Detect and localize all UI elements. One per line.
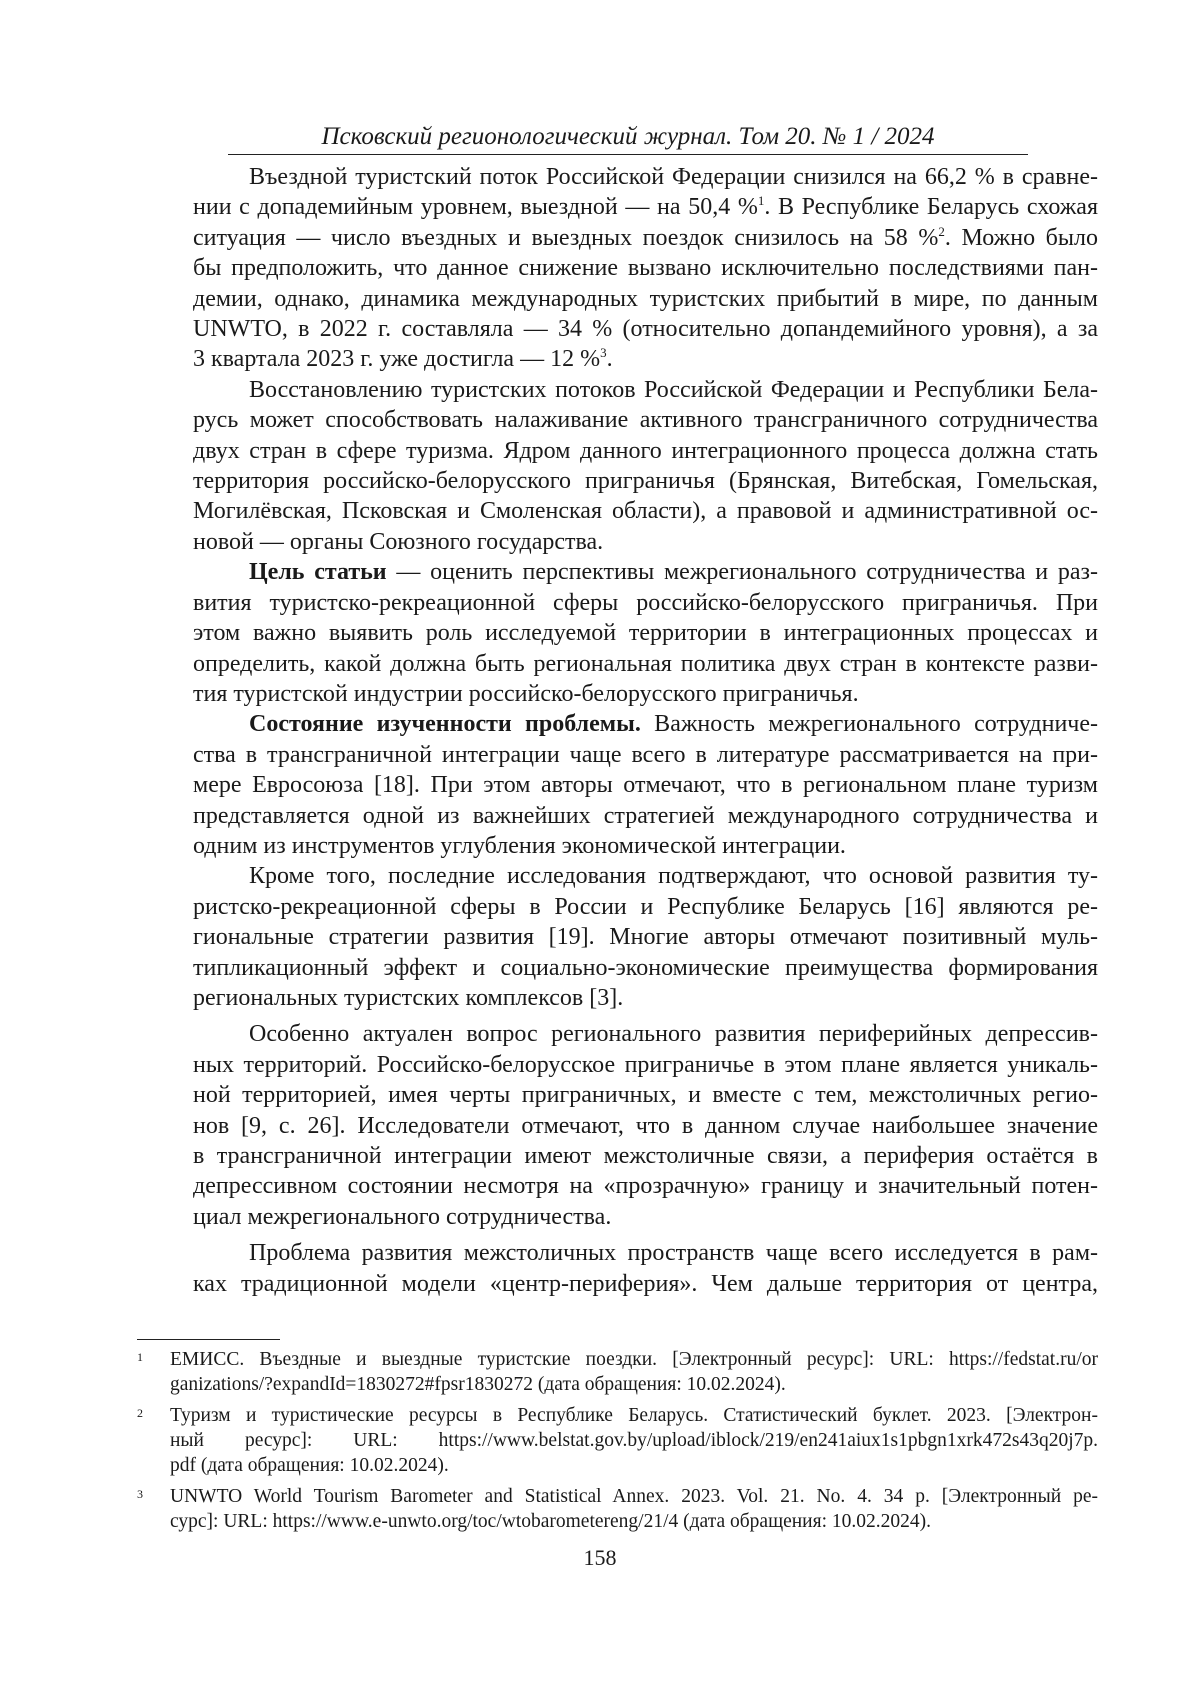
paragraph-3	[137, 557, 1098, 709]
paragraph-5	[137, 861, 1098, 1013]
running-header: Псковский регионологический журнал. Том 20. № 1 / 2024	[321, 123, 935, 150]
text-line: ках традиционной модели «центр-периферия». Чем дальше территория от центра,	[193, 1270, 1098, 1297]
text-line: определить, какой должна быть региональная политика двух стран в контексте разви-	[193, 650, 1098, 677]
text-line: ства в трансграничной интеграции чаще всего в литературе рассматривается на при-	[193, 741, 1098, 768]
text-line: Въездной туристский поток Российской Федерации снизился на 66,2 % в сравне-	[249, 164, 1098, 190]
text-line: новой — органы Союзного государства.	[193, 528, 604, 555]
text-line: русь может способствовать налаживание активного трансграничного сотрудничества	[193, 407, 1098, 434]
text-line: в трансграничной интеграции имеют межстоличные связи, а периферия остаётся в	[193, 1143, 1098, 1169]
footnote-line: ный ресурс]: URL: https://www.belstat.gov.by/upload/iblock/219/en241aiux1s1pbgn1xrk472s43q20j7p.	[170, 1430, 1098, 1451]
text-line: гиональные стратегии развития [19]. Многие авторы отмечают позитивный муль-	[193, 924, 1098, 951]
text-line: Особенно актуален вопрос регионального развития периферийных депрессив-	[249, 1021, 1098, 1048]
text-line: представляется одной из важнейших стратегией международного сотрудничества и	[193, 802, 1098, 829]
section-heading-goal: Цель статьи	[249, 559, 387, 586]
text-line: демии, однако, динамика международных туристских прибытий в мире, по данным	[193, 285, 1098, 312]
footnote-line: Туризм и туристические ресурсы в Республике Беларусь. Статистический буклет. 2023. [Электрон-	[170, 1405, 1098, 1426]
text-line: бы предположить, что данное снижение вызвано исключительно последствиями пан-	[193, 255, 1098, 282]
footnote-number: 1	[137, 1350, 143, 1364]
text-line: депрессивном состоянии несмотря на «прозрачную» границу и значительный потен-	[193, 1173, 1098, 1200]
text-line: одним из инструментов углубления экономической интеграции.	[193, 832, 846, 859]
text-line: территория российско-белорусского приграничья (Брянская, Витебская, Гомельская,	[193, 468, 1098, 495]
text-line: Восстановлению туристских потоков Российской Федерации и Республики Бела-	[249, 376, 1098, 403]
footnotes	[137, 1347, 1098, 1540]
text-line: нии с допадемийным уровнем, выездной — на 50,4 %$^1$. В Республике Беларусь схожая	[193, 193, 1099, 221]
footnote-line: ЕМИСС. Въездные и выездные туристские поездки. [Электронный ресурс]: URL: https://fedstat.ru/or	[170, 1349, 1098, 1370]
text-line: ситуация — число въездных и выездных поездок снизилось на 58 %$^2$. Можно было	[193, 223, 1098, 251]
text-line: региональных туристских комплексов [3].	[193, 984, 624, 1011]
text-line: UNWTO, в 2022 г. составляла — 34 % (относительно допандемийного уровня), а за	[193, 316, 1098, 343]
text-line: ной территорией, имея черты приграничных, и вместе с тем, межстоличных регио-	[193, 1082, 1098, 1109]
footnote-number: 3	[137, 1487, 143, 1501]
paragraph-2	[137, 375, 1098, 557]
text-line: Могилёвская, Псковская и Смоленская области), а правовой и административной ос-	[193, 498, 1098, 525]
header-rule	[228, 154, 1028, 155]
text-line: нов [9, с. 26]. Исследователи отмечают, что в данном случае наибольшее значение	[193, 1112, 1098, 1139]
footnote-line: сурс]: URL: https://www.e-unwto.org/toc/wtobarometereng/21/4 (дата обращения: 10.02.2024).	[170, 1511, 931, 1532]
paragraph-7	[137, 1238, 1098, 1299]
text-line: 3 квартала 2023 г. уже достигла — 12 %$^3$.	[193, 345, 613, 373]
footnote-ref-2[interactable]: 2	[938, 223, 945, 239]
footnote-1	[137, 1347, 1098, 1397]
page-number: 158	[583, 1545, 617, 1570]
footnote-2	[137, 1403, 1098, 1478]
text-line: вития туристско-рекреационной сферы российско-белорусского приграничья. При	[193, 589, 1098, 616]
text-line: двух стран в сфере туризма. Ядром данного интеграционного процесса должна стать	[193, 437, 1098, 464]
footnote-line: ganizations/?expandId=1830272#fpsr1830272 (дата обращения: 10.02.2024).	[170, 1374, 786, 1395]
text-line: этом важно выявить роль исследуемой территории в интеграционных процессах и	[193, 620, 1098, 647]
text-line: мере Евросоюза [18]. При этом авторы отмечают, что в региональном плане туризм	[193, 772, 1098, 799]
footnote-ref-3[interactable]: 3	[600, 345, 607, 361]
paragraph-6	[137, 1019, 1098, 1232]
footnote-number: 2	[137, 1406, 143, 1420]
footnote-line: UNWTO World Tourism Barometer and Statistical Annex. 2023. Vol. 21. No. 4. 34 p. [Электронный ре-	[170, 1486, 1098, 1507]
text-line: Проблема развития межстоличных пространств чаще всего исследуется в рам-	[249, 1240, 1098, 1267]
text-line: Состояние изученности проблемы. Важность межрегионального сотрудниче-	[249, 711, 1099, 738]
paragraph-4	[137, 709, 1098, 861]
text-line: типликационный эффект и социально-экономические преимущества формирования	[193, 954, 1098, 981]
text-line: ных территорий. Российско-белорусское приграничье в этом плане является уникаль-	[193, 1051, 1098, 1078]
text-line: ристско-рекреационной сферы в России и Республике Беларусь [16] являются ре-	[193, 893, 1098, 920]
footnote-line: pdf (дата обращения: 10.02.2024).	[170, 1455, 449, 1476]
section-heading-state: Состояние изученности проблемы.	[249, 711, 641, 738]
text-line: тия туристской индустрии российско-белорусского приграничья.	[193, 680, 859, 707]
footnote-3	[137, 1484, 1098, 1534]
article-body	[137, 162, 1098, 1299]
paragraph-1	[137, 162, 1098, 375]
footnote-rule	[137, 1339, 280, 1340]
text-line: Цель статьи — оценить перспективы межрегионального сотрудничества и раз-	[249, 559, 1098, 586]
footnote-ref-1[interactable]: 1	[757, 193, 765, 209]
text-line: циал межрегионального сотрудничества.	[193, 1203, 612, 1230]
text-line: Кроме того, последние исследования подтверждают, что основой развития ту-	[249, 863, 1098, 890]
